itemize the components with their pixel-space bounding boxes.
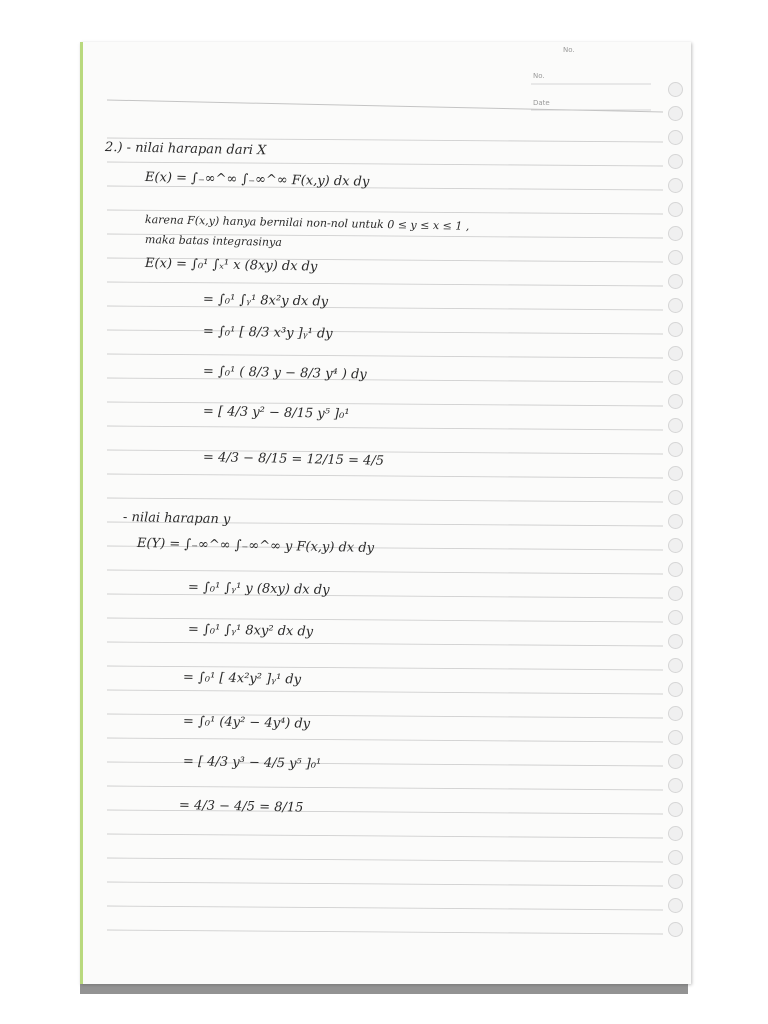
binder-hole [668,754,683,769]
ruled-line [107,100,663,112]
binder-hole [668,202,683,217]
part1-step3: = ∫₀¹ [ 8/3 x³y ]ᵧ¹ dy [202,324,333,342]
page-bottom-shadow [80,984,688,994]
binder-hole [668,82,683,97]
ruled-line [107,738,663,742]
binder-hole [668,394,683,409]
ruled-line [107,354,663,358]
binder-hole [668,514,683,529]
ruled-line [107,906,663,910]
binder-hole [668,538,683,553]
binder-hole [668,850,683,865]
part1-reason-line1: karena F(x,y) hanya bernilai non-nol untuk 0 ≤ y ≤ x ≤ 1 , [144,213,470,233]
binder-hole [668,826,683,841]
part1-step4: = ∫₀¹ ( 8/3 y − 8/3 y⁴ ) dy [202,364,367,383]
part2-step1: = ∫₀¹ ∫ᵧ¹ y (8xy) dx dy [187,580,330,598]
binder-hole [668,130,683,145]
binder-hole [668,178,683,193]
binder-hole [668,922,683,937]
part2-step2: = ∫₀¹ ∫ᵧ¹ 8xy² dx dy [187,622,314,640]
binder-hole [668,274,683,289]
ruled-line [107,306,663,310]
part2-step5: = [ 4/3 y³ − 4/5 y⁵ ]₀¹ [182,754,322,772]
binder-hole [668,298,683,313]
binder-hole [668,874,683,889]
binder-hole [668,106,683,121]
binder-hole [668,730,683,745]
part2-step4: = ∫₀¹ (4y² − 4y⁴) dy [182,714,311,732]
ruled-line [107,786,663,790]
ruled-line [107,930,663,934]
binder-hole [668,778,683,793]
part2-step3: = ∫₀¹ [ 4x²y² ]ᵧ¹ dy [182,670,302,688]
binder-hole [668,706,683,721]
binder-hole [668,370,683,385]
binder-hole [668,442,683,457]
ruled-line [107,570,663,574]
binder-hole [668,226,683,241]
binder-hole [668,802,683,817]
header-no: No. [533,72,545,80]
ruled-line [107,690,663,694]
ruled-line [107,330,663,334]
ruled-line [107,642,663,646]
part1-step2: = ∫₀¹ ∫ᵧ¹ 8x²y dx dy [202,292,329,310]
binder-hole [668,610,683,625]
ruled-line [107,498,663,502]
ruled-line [107,402,663,406]
part1-step1: E(x) = ∫₀¹ ∫ₓ¹ x (8xy) dx dy [144,256,318,275]
part1-heading: 2.) - nilai harapan dari X [104,140,267,159]
binder-hole [668,634,683,649]
part2-definition: E(Y) = ∫₋∞^∞ ∫₋∞^∞ y F(x,y) dx dy [136,536,375,556]
binder-hole [668,346,683,361]
ruled-line [107,834,663,838]
binder-hole [668,490,683,505]
binder-hole [668,586,683,601]
binder-hole [668,466,683,481]
part2-heading: - nilai harapan y [122,510,231,528]
binder-hole [668,562,683,577]
ruled-line [107,282,663,286]
ruled-line [107,450,663,454]
binder-hole [668,322,683,337]
notebook-page [80,42,691,984]
part2-step6: = 4/3 − 4/5 = 8/15 [178,798,304,816]
part1-step5: = [ 4/3 y² − 8/15 y⁵ ]₀¹ [202,404,350,423]
binder-hole [668,418,683,433]
binder-hole [668,682,683,697]
binder-hole [668,250,683,265]
part1-reason-line2: maka batas integrasinya [144,233,282,249]
header-no-top: No. [563,46,575,54]
ruled-line [107,162,663,166]
binder-hole [668,658,683,673]
ruled-line [107,882,663,886]
part1-step6: = 4/3 − 8/15 = 12/15 = 4/5 [202,450,385,469]
binder-hole [668,898,683,913]
binder-hole [668,154,683,169]
header-date: Date [533,99,550,107]
ruled-line [107,474,663,478]
ruled-line [107,858,663,862]
ruled-line [107,378,663,382]
part1-definition: E(x) = ∫₋∞^∞ ∫₋∞^∞ F(x,y) dx dy [144,170,370,190]
ruled-line [107,426,663,430]
